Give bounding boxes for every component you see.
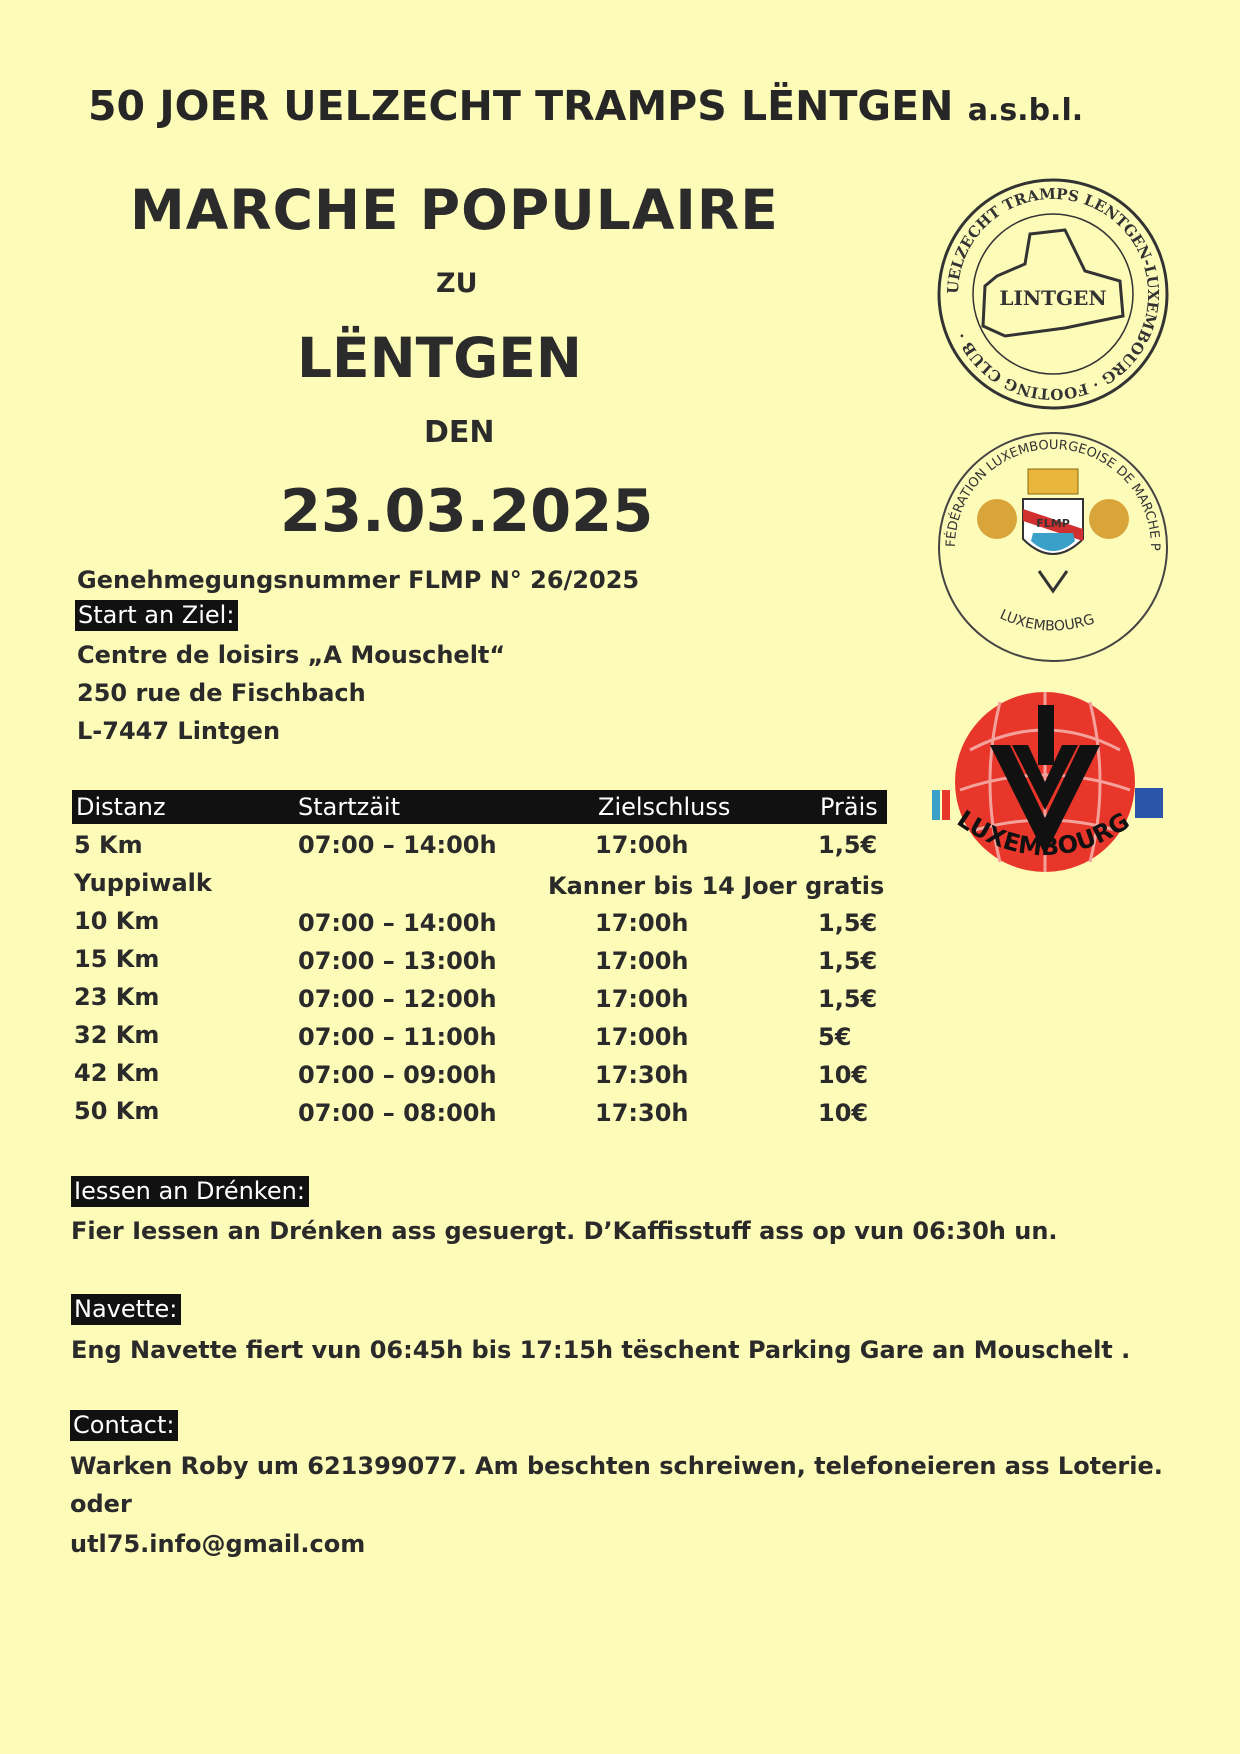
row-distance: 32 Km <box>74 1021 160 1049</box>
row-finish: 17:30h <box>595 1061 689 1089</box>
shuttle-label: Navette: <box>71 1294 181 1325</box>
flmp-ring-text: FÉDÉRATION LUXEMBOURGEOISE DE MARCHE P <box>943 437 1163 551</box>
row-finish: 17:00h <box>595 1023 689 1051</box>
row-finish: 17:00h <box>595 985 689 1013</box>
contact-label: Contact: <box>70 1410 178 1441</box>
row-distance: 5 Km <box>74 831 143 859</box>
permit-number: Genehmegungsnummer FLMP N° 26/2025 <box>77 566 640 594</box>
row-price: 1,5€ <box>818 947 878 975</box>
row-start: 07:00 – 08:00h <box>298 1099 497 1127</box>
row-price: 1,5€ <box>818 909 878 937</box>
row-price: 5€ <box>818 1023 852 1051</box>
table-header <box>72 790 887 824</box>
row-start: 07:00 – 09:00h <box>298 1061 497 1089</box>
ivv-luxembourg-logo <box>920 690 1170 930</box>
shuttle-text: Eng Navette fiert vun 06:45h bis 17:15h tëschent Parking Gare an Mouschelt . <box>71 1336 1131 1364</box>
contact-line-2: oder <box>70 1490 132 1518</box>
zu-label: ZU <box>436 268 478 299</box>
contact-email: utl75.info@gmail.com <box>70 1530 366 1558</box>
row-distance: 23 Km <box>74 983 160 1011</box>
col-distance: Distanz <box>76 793 166 821</box>
col-start: Startzäit <box>298 793 401 821</box>
place-name: LËNTGEN <box>297 326 582 390</box>
row-distance: 15 Km <box>74 945 160 973</box>
club-seal-center-text: LINTGEN <box>999 286 1107 310</box>
row-start: 07:00 – 14:00h <box>298 909 497 937</box>
document-title <box>88 82 1083 130</box>
row-price: 1,5€ <box>818 985 878 1013</box>
row-distance: 50 Km <box>74 1097 160 1125</box>
event-date: 23.03.2025 <box>280 476 654 545</box>
contact-label-wrap <box>70 1410 178 1441</box>
row-finish: 17:00h <box>595 831 689 859</box>
start-address-line-3: L-7447 Lintgen <box>77 717 281 745</box>
row-note: Kanner bis 14 Joer gratis <box>548 872 885 900</box>
row-price: 10€ <box>818 1099 869 1127</box>
start-label-wrap <box>75 600 238 631</box>
start-label: Start an Ziel: <box>75 600 238 631</box>
food-label-wrap <box>71 1176 309 1207</box>
food-text: Fier Iessen an Drénken ass gesuergt. D’Kaffisstuff ass op vun 06:30h un. <box>71 1217 1058 1245</box>
club-seal-ring-text: UELZECHT TRAMPS LENTGEN-LUXEMBOURG · FOOTING CLUB · <box>943 184 1163 404</box>
start-address-line-1: Centre de loisirs „A Mouschelt“ <box>77 641 506 669</box>
flmp-seal-logo <box>935 429 1171 665</box>
row-start: 07:00 – 14:00h <box>298 831 497 859</box>
row-start: 07:00 – 12:00h <box>298 985 497 1013</box>
club-seal-logo <box>935 176 1171 412</box>
title-suffix: a.s.b.l. <box>967 93 1084 128</box>
row-start: 07:00 – 13:00h <box>298 947 497 975</box>
row-finish: 17:00h <box>595 909 689 937</box>
start-address-line-2: 250 rue de Fischbach <box>77 679 366 707</box>
flmp-bottom-text: LUXEMBOURG <box>997 606 1097 635</box>
row-price: 1,5€ <box>818 831 878 859</box>
col-finish: Zielschluss <box>598 793 731 821</box>
svg-text:LUXEMBOURG <box>997 607 1096 635</box>
title-main: 50 JOER UELZECHT TRAMPS LËNTGEN <box>88 82 954 130</box>
row-distance: 10 Km <box>74 907 160 935</box>
row-finish: 17:30h <box>595 1099 689 1127</box>
event-name: MARCHE POPULAIRE <box>130 178 779 242</box>
row-start: 07:00 – 11:00h <box>298 1023 497 1051</box>
ivv-text: LUXEMBOURG <box>952 804 1135 862</box>
row-distance: 42 Km <box>74 1059 160 1087</box>
row-price: 10€ <box>818 1061 869 1089</box>
contact-line-1: Warken Roby um 621399077. Am beschten schreiwen, telefoneieren ass Loterie. <box>70 1452 1163 1480</box>
flmp-letters: FLMP <box>1036 517 1070 530</box>
shuttle-label-wrap <box>71 1294 181 1325</box>
den-label: DEN <box>424 415 495 450</box>
food-label: Iessen an Drénken: <box>71 1176 309 1207</box>
row-distance: Yuppiwalk <box>74 869 212 897</box>
col-price: Präis <box>820 793 878 821</box>
row-finish: 17:00h <box>595 947 689 975</box>
